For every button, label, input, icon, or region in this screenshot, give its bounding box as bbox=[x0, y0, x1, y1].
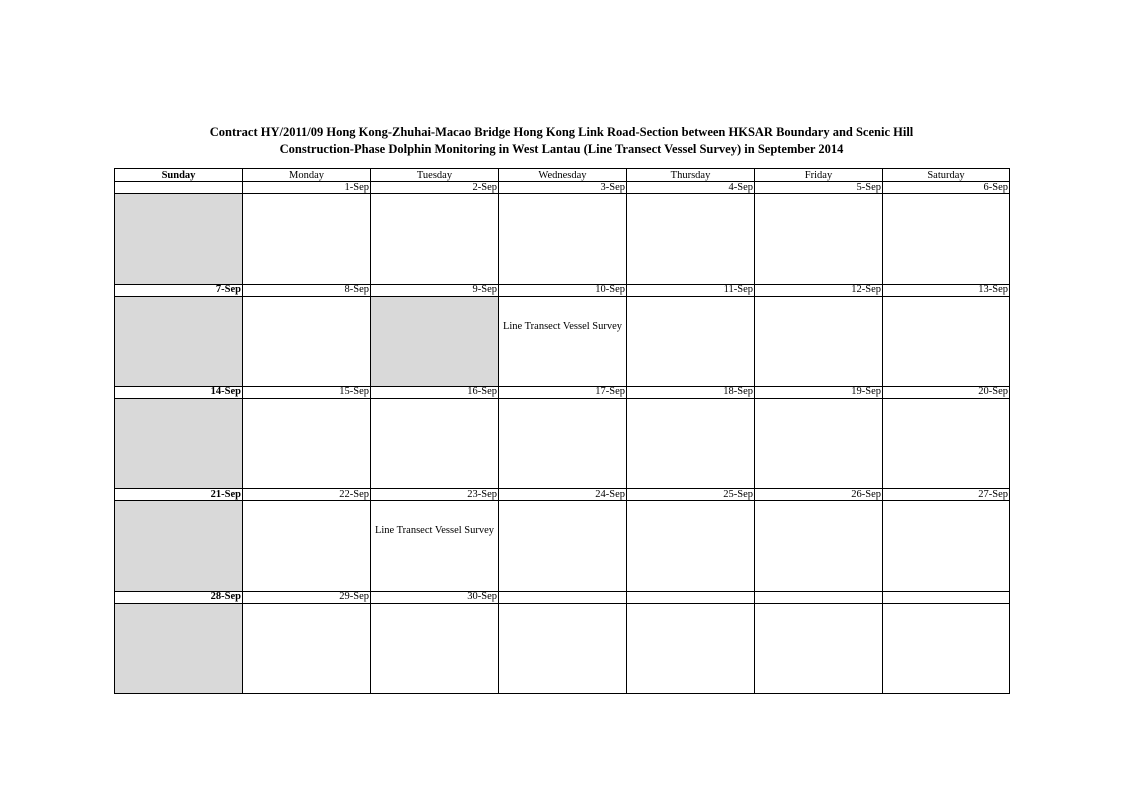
date-cell: 26-Sep bbox=[755, 489, 883, 501]
date-cell: 30-Sep bbox=[371, 591, 499, 603]
day-cell bbox=[243, 296, 371, 386]
day-cell bbox=[627, 194, 755, 284]
day-cell bbox=[755, 194, 883, 284]
week-body-row bbox=[115, 501, 1010, 591]
survey-event: Line Transect Vessel Survey bbox=[502, 320, 623, 332]
weekday-header: Thursday bbox=[627, 169, 755, 182]
day-cell bbox=[627, 501, 755, 591]
day-cell bbox=[371, 399, 499, 489]
date-cell: 17-Sep bbox=[499, 386, 627, 398]
date-cell bbox=[115, 182, 243, 194]
date-cell bbox=[755, 591, 883, 603]
day-cell bbox=[371, 603, 499, 693]
date-cell: 8-Sep bbox=[243, 284, 371, 296]
date-cell: 23-Sep bbox=[371, 489, 499, 501]
day-cell bbox=[755, 603, 883, 693]
day-cell bbox=[371, 296, 499, 386]
week-date-row bbox=[115, 182, 1010, 194]
date-cell: 4-Sep bbox=[627, 182, 755, 194]
day-cell bbox=[243, 603, 371, 693]
date-cell: 20-Sep bbox=[883, 386, 1010, 398]
day-cell bbox=[499, 399, 627, 489]
week-date-row bbox=[115, 591, 1010, 603]
date-cell: 29-Sep bbox=[243, 591, 371, 603]
day-cell bbox=[883, 603, 1010, 693]
day-cell bbox=[883, 296, 1010, 386]
day-cell bbox=[755, 296, 883, 386]
week-date-row bbox=[115, 489, 1010, 501]
date-cell: 5-Sep bbox=[755, 182, 883, 194]
date-cell: 10-Sep bbox=[499, 284, 627, 296]
date-cell: 9-Sep bbox=[371, 284, 499, 296]
date-cell: 13-Sep bbox=[883, 284, 1010, 296]
week-date-row bbox=[115, 386, 1010, 398]
date-cell: 12-Sep bbox=[755, 284, 883, 296]
day-cell bbox=[755, 501, 883, 591]
date-cell: 3-Sep bbox=[499, 182, 627, 194]
week-body-row bbox=[115, 194, 1010, 284]
weekday-header: Saturday bbox=[883, 169, 1010, 182]
day-cell bbox=[627, 603, 755, 693]
day-cell bbox=[627, 399, 755, 489]
weekday-header: Monday bbox=[243, 169, 371, 182]
survey-event: Line Transect Vessel Survey bbox=[374, 525, 495, 537]
day-cell bbox=[115, 603, 243, 693]
week-body-row bbox=[115, 296, 1010, 386]
date-cell: 21-Sep bbox=[115, 489, 243, 501]
day-cell bbox=[883, 194, 1010, 284]
date-cell: 15-Sep bbox=[243, 386, 371, 398]
calendar-table bbox=[114, 168, 1010, 694]
date-cell: 14-Sep bbox=[115, 386, 243, 398]
date-cell: 24-Sep bbox=[499, 489, 627, 501]
weekday-header: Sunday bbox=[115, 169, 243, 182]
week-date-row bbox=[115, 284, 1010, 296]
date-cell: 22-Sep bbox=[243, 489, 371, 501]
day-cell bbox=[115, 501, 243, 591]
day-cell bbox=[499, 603, 627, 693]
day-cell bbox=[243, 194, 371, 284]
document-title bbox=[0, 124, 1123, 158]
weekday-header-row bbox=[115, 169, 1010, 182]
day-cell bbox=[115, 194, 243, 284]
day-cell bbox=[883, 399, 1010, 489]
week-body-row bbox=[115, 399, 1010, 489]
day-cell bbox=[371, 194, 499, 284]
date-cell bbox=[627, 591, 755, 603]
day-cell-survey bbox=[371, 501, 499, 591]
day-cell bbox=[243, 399, 371, 489]
day-cell bbox=[243, 501, 371, 591]
weekday-header: Friday bbox=[755, 169, 883, 182]
day-cell bbox=[499, 501, 627, 591]
date-cell: 28-Sep bbox=[115, 591, 243, 603]
date-cell: 6-Sep bbox=[883, 182, 1010, 194]
date-cell: 16-Sep bbox=[371, 386, 499, 398]
day-cell bbox=[499, 194, 627, 284]
day-cell bbox=[627, 296, 755, 386]
date-cell: 2-Sep bbox=[371, 182, 499, 194]
weekday-header: Wednesday bbox=[499, 169, 627, 182]
date-cell: 25-Sep bbox=[627, 489, 755, 501]
day-cell-survey bbox=[499, 296, 627, 386]
title-line-1: Contract HY/2011/09 Hong Kong-Zhuhai-Macao Bridge Hong Kong Link Road-Section between HKSAR Boundary and Scenic Hill bbox=[209, 125, 914, 139]
date-cell: 11-Sep bbox=[627, 284, 755, 296]
title-line-2: Construction-Phase Dolphin Monitoring in West Lantau (Line Transect Vessel Survey) in September 2014 bbox=[279, 142, 844, 156]
day-cell bbox=[115, 296, 243, 386]
week-body-row bbox=[115, 603, 1010, 693]
day-cell bbox=[883, 501, 1010, 591]
date-cell bbox=[883, 591, 1010, 603]
weekday-header: Tuesday bbox=[371, 169, 499, 182]
day-cell bbox=[755, 399, 883, 489]
date-cell: 27-Sep bbox=[883, 489, 1010, 501]
day-cell bbox=[115, 399, 243, 489]
date-cell: 18-Sep bbox=[627, 386, 755, 398]
date-cell: 7-Sep bbox=[115, 284, 243, 296]
date-cell: 19-Sep bbox=[755, 386, 883, 398]
date-cell bbox=[499, 591, 627, 603]
date-cell: 1-Sep bbox=[243, 182, 371, 194]
